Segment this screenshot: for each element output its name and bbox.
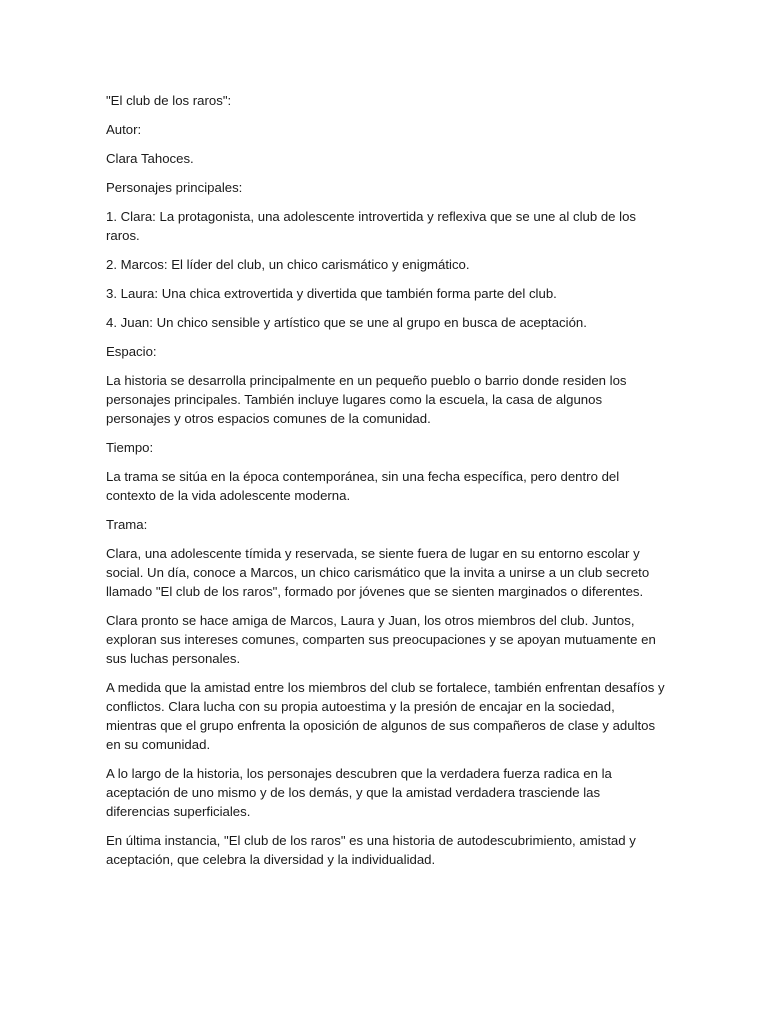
time-paragraph: La trama se sitúa en la época contemporánea, sin una fecha específica, pero dentro del contexto de la vida adolescente moderna. xyxy=(106,469,620,503)
plot-paragraph: A lo largo de la historia, los personajes descubren que la verdadera fuerza radica en la aceptación de uno mismo y de los demás, y que la amistad verdadera trasciende las diferencias superficiales. xyxy=(106,766,612,819)
character-item-laura: 3. Laura: Una chica extrovertida y divertida que también forma parte del club. xyxy=(106,286,557,301)
author-heading: Autor: xyxy=(106,122,142,137)
time-heading: Tiempo: xyxy=(106,440,154,455)
plot-paragraph: Clara, una adolescente tímida y reservada, se siente fuera de lugar en su entorno escolar y social. Un día, conoce a Marcos, un chico carismático que la invita a unirse a un club secreto llamado "El club de los raros", formado por jóvenes que se sienten marginados o diferentes. xyxy=(106,546,650,599)
character-item-clara: 1. Clara: La protagonista, una adolescente introvertida y reflexiva que se une al club de los raros. xyxy=(106,209,637,243)
plot-paragraph: En última instancia, "El club de los raros" es una historia de autodescubrimiento, amistad y aceptación, que celebra la diversidad y la individualidad. xyxy=(106,833,636,867)
plot-paragraph: A medida que la amistad entre los miembros del club se fortalece, también enfrentan desafíos y conflictos. Clara lucha con su propia autoestima y la presión de encajar en la sociedad, mientras que el grupo enfrenta la oposición de algunos de sus compañeros de clase y adultos en su comunidad. xyxy=(106,680,665,752)
characters-heading: Personajes principales: xyxy=(106,180,243,195)
character-item-marcos: 2. Marcos: El líder del club, un chico carismático y enigmático. xyxy=(106,257,470,272)
document-page xyxy=(106,91,666,879)
space-heading: Espacio: xyxy=(106,344,157,359)
plot-heading: Trama: xyxy=(106,517,148,532)
plot-paragraph: Clara pronto se hace amiga de Marcos, Laura y Juan, los otros miembros del club. Juntos, exploran sus intereses comunes, comparten sus preocupaciones y se apoyan mutuamente en sus luchas personales. xyxy=(106,613,656,666)
author-name: Clara Tahoces. xyxy=(106,151,194,166)
document-title: "El club de los raros": xyxy=(106,93,232,108)
character-item-juan: 4. Juan: Un chico sensible y artístico que se une al grupo en busca de aceptación. xyxy=(106,315,587,330)
space-paragraph: La historia se desarrolla principalmente en un pequeño pueblo o barrio donde residen los personajes principales. También incluye lugares como la escuela, la casa de algunos personajes y otros espacios comunes de la comunidad. xyxy=(106,373,627,426)
